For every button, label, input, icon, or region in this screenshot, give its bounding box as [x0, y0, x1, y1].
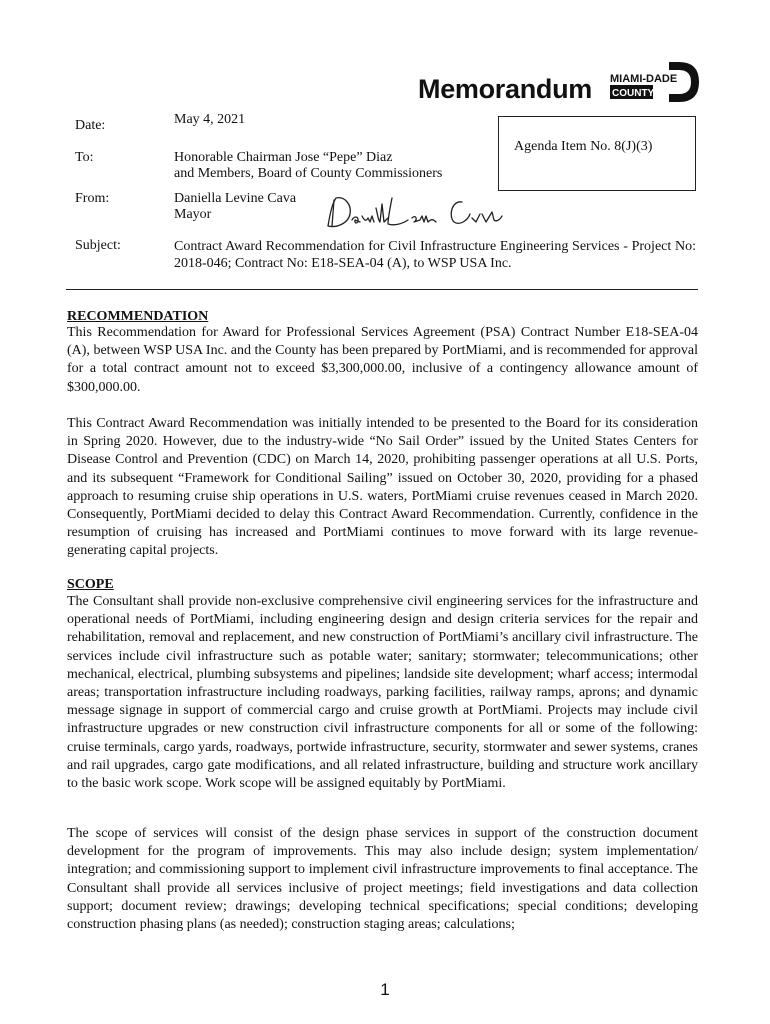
date-value: May 4, 2021: [174, 112, 246, 127]
to-recipient-line1: Honorable Chairman Jose “Pepe” Diaz: [174, 150, 393, 165]
subject-value: Contract Award Recommendation for Civil Infrastructure Engineering Services - Project No: 2018-046; Contract No: E18-SEA-04 (A), to WSP USA Inc.: [174, 239, 696, 271]
logo-wordmark-bottom: COUNTY: [612, 88, 655, 99]
from-label: From:: [75, 191, 110, 206]
agenda-item-number: Agenda Item No. 8(J)(3): [514, 139, 653, 154]
from-name: Daniella Levine Cava: [174, 191, 297, 206]
scope-heading: SCOPE: [67, 577, 114, 592]
recommendation-paragraph-2: This Contract Award Recommendation was initially intended to be presented to the Board for its consideration in Spring 2020. However, due to the industry-wide “No Sail Order” issued by the United States Centers for Disease Control and Prevention (CDC) on March 14, 2020, prohibiting passenger operations at all U.S. Ports, and its subsequent “Framework for Conditional Sailing” issued on October 30, 2020, providing for a phased approach to resuming cruise ship operations in U.S. waters, PortMiami cruise revenues ceased in March 2020. Consequently, PortMiami decided to delay this Contract Award Recommendation. Currently, confidence in the resumption of cruising has increased and PortMiami continues to move forward with its large revenue-generating capital projects.: [67, 416, 698, 559]
subject-label: Subject:: [75, 238, 121, 253]
memo-title: Memorandum: [418, 74, 593, 104]
date-label: Date:: [75, 118, 106, 133]
to-recipient-line2: and Members, Board of County Commissioners: [174, 166, 443, 181]
scope-paragraph-1: The Consultant shall provide non-exclusive comprehensive civil engineering services for the infrastructure and operational needs of PortMiami, including engineering design and design criteria services for the repair and rehabilitation, removal and replacement, and new construction of PortMiami’s ancillary civil infrastructure. The services include civil infrastructure such as potable water; sanitary; stormwater; telecommunications; other mechanical, electrical, plumbing subsystems and pipelines; landside site development; wharf access; intermodal areas; transportation infrastructure including roadways, parking facilities, railway ramps, aprons; and dynamic message signage in support of commercial cargo and cruise growth at PortMiami. Projects may include civil infrastructure upgrades or new construction civil infrastructure components for all or some of the following: cruise terminals, cargo yards, roadways, portwide infrastructure, security, stormwater and sewer systems, cranes and rail upgrades, cargo gate modifications, and all related infrastructure, building and structure work ancillary to the basic work scope. Work scope will be assigned equitably by PortMiami.: [67, 594, 698, 792]
miami-dade-county-logo: [609, 60, 701, 104]
to-label: To:: [75, 150, 94, 165]
recommendation-paragraph-1: This Recommendation for Award for Professional Services Agreement (PSA) Contract Number E18-SEA-04 (A), between WSP USA Inc. and the County has been prepared by PortMiami, and is recommended for approval for a total contract amount not to exceed $3,300,000.00, inclusive of a contingency allowance amount of $300,000.00.: [67, 325, 698, 395]
scope-paragraph-2: The scope of services will consist of the design phase services in support of the construction document development for the program of improvements. This may also include design; system implementation/ integration; and commissioning support to implement civil infrastructure improvements to final acceptance. The Consultant shall provide all services inclusive of project meetings; field investigations and data collection support; document review; drawings; developing technical specifications; special conditions; developing construction phasing plans (as needed); construction staging areas; calculations;: [67, 826, 698, 933]
agenda-item-box: [498, 116, 696, 191]
recommendation-heading: RECOMMENDATION: [67, 309, 209, 324]
from-title: Mayor: [174, 207, 212, 222]
header-divider: [66, 289, 698, 290]
page-number: 1: [380, 980, 390, 999]
mayor-signature: [322, 190, 507, 236]
logo-wordmark-top: MIAMI-DADE: [610, 73, 678, 85]
